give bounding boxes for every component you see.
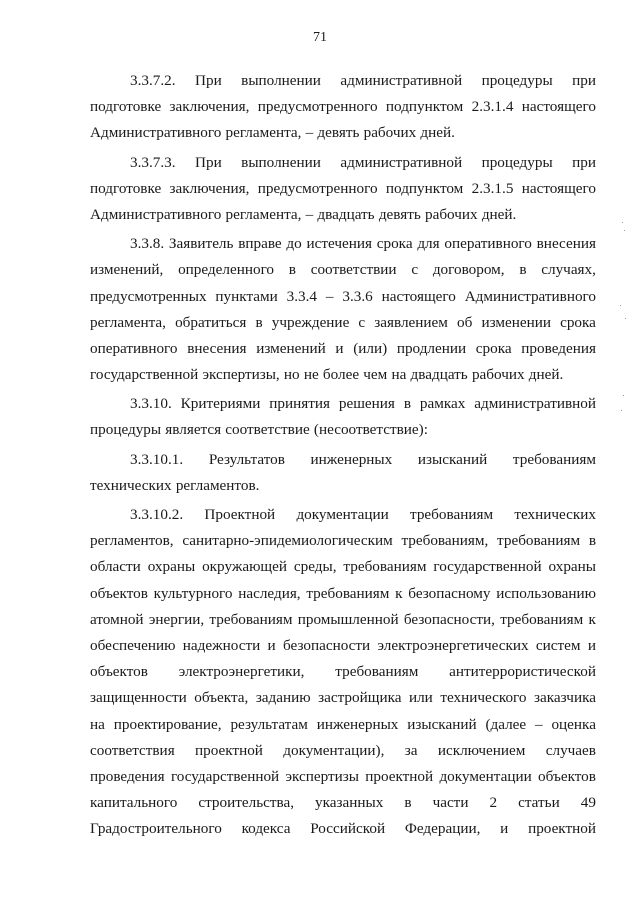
- word: окружающей: [202, 558, 287, 576]
- word: процедуры: [481, 153, 553, 171]
- word: предусмотренного: [257, 179, 378, 197]
- text-line: [90, 528, 596, 554]
- word: рабочих: [425, 205, 478, 223]
- word: охраны: [548, 558, 596, 576]
- word: объектов: [90, 663, 148, 681]
- word: инженерных: [310, 450, 393, 468]
- word: случаев: [545, 741, 596, 759]
- word: государственной: [170, 767, 280, 785]
- word: –: [325, 287, 334, 305]
- text-line: [90, 68, 596, 94]
- word: документации: [296, 506, 389, 523]
- word: заданию: [255, 689, 311, 707]
- word: документации),: [283, 741, 385, 759]
- word: культурного: [153, 584, 233, 602]
- word: –: [305, 205, 314, 223]
- word: на: [90, 715, 105, 733]
- word: внесения: [187, 339, 247, 357]
- word: является: [165, 421, 222, 439]
- word: рамках: [419, 395, 466, 413]
- text-line: [90, 447, 596, 473]
- word: Административного: [90, 205, 222, 223]
- word: Заявитель: [168, 235, 234, 253]
- text-line: [90, 738, 596, 764]
- word: в: [255, 313, 263, 331]
- word: в: [403, 395, 411, 413]
- word: подготовке: [90, 179, 162, 197]
- word: Административного: [90, 124, 222, 142]
- word: изысканий: [417, 450, 488, 468]
- word: 2: [489, 794, 498, 812]
- word: решения: [338, 395, 395, 413]
- text-line: [90, 336, 596, 362]
- text-line: [90, 659, 596, 685]
- word: срока: [560, 313, 596, 331]
- word: выполнении: [241, 72, 321, 89]
- word: подготовке: [90, 98, 162, 116]
- text-line: [90, 685, 596, 711]
- word: оперативного: [444, 235, 532, 253]
- word: требованиям: [335, 663, 419, 681]
- word: безопасности: [283, 636, 371, 654]
- word: дней.: [528, 366, 564, 384]
- word: 3.3.4: [286, 287, 318, 305]
- text-line: [90, 607, 596, 633]
- word: проведения: [521, 339, 596, 357]
- word: выполнении: [241, 153, 321, 171]
- word: истечения: [306, 235, 372, 253]
- word: проектной: [365, 767, 434, 785]
- word: принятия: [269, 395, 330, 413]
- word: инженерных: [316, 715, 399, 733]
- paragraph-p-3-3-7-2: [90, 68, 596, 147]
- word: для: [417, 235, 440, 253]
- word: или: [408, 689, 433, 707]
- word: в: [519, 261, 527, 279]
- document-body: [90, 68, 596, 842]
- word: Российской: [310, 820, 386, 838]
- paragraph-p-3-3-10-1: [90, 447, 596, 499]
- word: и: [500, 820, 509, 838]
- word: оценка: [551, 715, 596, 733]
- word: промышленной: [297, 610, 399, 628]
- word: процедуры: [481, 72, 553, 89]
- word: продлении: [396, 339, 467, 357]
- word: заключения,: [169, 98, 250, 116]
- word: надежности: [182, 636, 261, 654]
- word: охраны: [147, 558, 196, 576]
- word: При: [195, 153, 222, 171]
- word: случаях,: [541, 261, 596, 279]
- word: наследия,: [238, 584, 301, 602]
- word: изменении: [481, 313, 551, 331]
- word: заключения,: [169, 179, 250, 197]
- word: 3.3.7.2.: [130, 72, 176, 89]
- word: к: [588, 610, 596, 628]
- word: технического: [440, 689, 527, 707]
- word: с: [411, 261, 419, 279]
- word: области: [90, 558, 141, 576]
- word: заявлением: [374, 313, 448, 331]
- word: 3.3.10.: [130, 395, 172, 413]
- word: систем: [535, 636, 581, 654]
- text-line: [90, 362, 596, 388]
- word: и: [335, 339, 344, 357]
- word: государственной: [433, 558, 542, 576]
- word: административной: [340, 153, 463, 171]
- word: до: [286, 235, 302, 253]
- word: антитеррористической: [449, 663, 596, 681]
- word: в: [588, 532, 596, 550]
- word: застройщика: [318, 689, 402, 707]
- word: заказчика: [533, 689, 596, 707]
- word: учреждение: [271, 313, 350, 331]
- paragraph-p-3-3-10-2: [90, 502, 596, 842]
- word: и: [587, 636, 596, 654]
- word: (несоответствие):: [313, 421, 428, 439]
- word: требованиям: [497, 532, 581, 550]
- word: к: [395, 584, 403, 602]
- text-line: [90, 150, 596, 176]
- word: 2.3.1.4: [471, 98, 514, 116]
- word: (или): [353, 339, 388, 357]
- word: двадцать: [410, 366, 468, 384]
- word: но: [283, 366, 300, 384]
- word: соответствие: [225, 421, 310, 439]
- word: исключением: [437, 741, 526, 759]
- word: 2.3.1.5: [471, 179, 514, 197]
- word: требованиям,: [401, 532, 489, 550]
- word: 3.3.10.1.: [130, 450, 184, 468]
- word: требованиям: [209, 610, 293, 628]
- word: двадцать: [317, 205, 375, 223]
- word: капитального: [90, 794, 178, 812]
- word: внесения: [536, 235, 596, 253]
- word: оперативного: [90, 339, 178, 357]
- word: определенного: [178, 261, 275, 279]
- word: электроэнергетики,: [178, 663, 305, 681]
- word: санитарно-эпидемиологическим: [182, 532, 393, 550]
- word: договором,: [432, 261, 505, 279]
- text-line: [90, 790, 596, 816]
- word: девять: [378, 205, 421, 223]
- page-number: 71: [313, 30, 327, 45]
- word: 3.3.7.3.: [130, 153, 176, 171]
- word: соответствия: [90, 741, 175, 759]
- word: проектирование,: [113, 715, 222, 733]
- word: настоящего: [381, 287, 456, 305]
- word: статьи: [518, 794, 560, 812]
- text-line: [90, 94, 596, 120]
- word: регламентов,: [90, 532, 174, 550]
- word: экспертизы: [285, 767, 359, 785]
- word: обратиться: [175, 313, 247, 331]
- word: Критериями: [180, 395, 261, 413]
- word: 3.3.6: [342, 287, 373, 305]
- word: подпунктом: [385, 179, 464, 197]
- word: подпунктом: [385, 98, 464, 116]
- text-line: [90, 202, 596, 228]
- word: государственной: [90, 366, 199, 384]
- word: результатам: [230, 715, 308, 733]
- word: вправе: [238, 235, 282, 253]
- text-line: [90, 473, 596, 499]
- word: 49: [580, 794, 596, 812]
- word: регламента,: [225, 124, 302, 142]
- word: требованиям: [512, 450, 596, 468]
- text-line: [90, 712, 596, 738]
- word: среды,: [293, 558, 337, 576]
- word: требованиям: [343, 558, 427, 576]
- word: 3.3.10.2.: [130, 506, 184, 523]
- word: процедуры: [90, 421, 162, 439]
- word: Градостроительного: [90, 820, 222, 838]
- word: обеспечению: [90, 636, 176, 654]
- word: и: [267, 636, 276, 654]
- word: регламентов.: [175, 476, 260, 494]
- text-line: [90, 554, 596, 580]
- paragraph-p-3-3-7-3: [90, 150, 596, 229]
- word: настоящего: [521, 98, 596, 116]
- word: изысканий: [407, 715, 477, 733]
- text-line: [90, 417, 596, 443]
- word: электроэнергетических: [377, 636, 529, 654]
- word: за: [404, 741, 418, 759]
- word: Административного: [464, 287, 596, 305]
- word: технических: [90, 476, 172, 494]
- text-line: [90, 310, 596, 336]
- word: соответствии: [310, 261, 397, 279]
- word: атомной: [90, 610, 144, 628]
- word: в: [288, 261, 296, 279]
- word: об: [457, 313, 473, 331]
- word: при: [572, 153, 596, 171]
- word: регламента,: [225, 205, 302, 223]
- word: документации: [439, 767, 532, 785]
- word: более: [322, 366, 360, 384]
- word: рабочих: [471, 366, 525, 384]
- word: Результатов: [208, 450, 285, 468]
- word: проектной: [195, 741, 263, 759]
- text-line: [90, 176, 596, 202]
- word: Проектной: [204, 506, 276, 523]
- word: объекта,: [194, 689, 249, 707]
- word: пунктами: [215, 287, 278, 305]
- word: объектов: [90, 584, 148, 602]
- word: объектов: [538, 767, 596, 785]
- word: чем: [363, 366, 388, 384]
- word: экспертизы,: [202, 366, 280, 384]
- word: При: [195, 72, 222, 89]
- word: –: [305, 124, 314, 142]
- word: защищенности: [90, 689, 187, 707]
- word: указанных: [315, 794, 384, 812]
- word: административной: [340, 72, 463, 89]
- word: 3.3.8.: [130, 235, 165, 253]
- word: изменений: [256, 339, 326, 357]
- word: изменений,: [90, 261, 164, 279]
- word: предусмотренных: [90, 287, 207, 305]
- word: проведения: [90, 767, 165, 785]
- word: проектной: [528, 820, 596, 838]
- text-line: [90, 581, 596, 607]
- word: строительства,: [198, 794, 295, 812]
- word: срока: [475, 339, 512, 357]
- text-line: [90, 284, 596, 310]
- word: дней.: [481, 205, 517, 223]
- word: административной: [474, 395, 596, 413]
- text-line: [90, 391, 596, 417]
- word: девять: [317, 124, 360, 142]
- word: требованиям: [306, 584, 390, 602]
- word: срока: [376, 235, 413, 253]
- word: технических: [514, 506, 596, 523]
- word: Федерации,: [404, 820, 481, 838]
- word: предусмотренного: [257, 98, 378, 116]
- text-line: [90, 231, 596, 257]
- word: при: [572, 72, 596, 89]
- text-line: [90, 816, 596, 842]
- word: на: [391, 366, 407, 384]
- word: регламента,: [90, 313, 166, 331]
- word: кодекса: [241, 820, 291, 838]
- word: энергии,: [148, 610, 205, 628]
- word: требованиям: [500, 610, 584, 628]
- word: с: [358, 313, 366, 331]
- text-line: [90, 257, 596, 283]
- word: дней.: [420, 124, 455, 142]
- word: –: [535, 715, 543, 733]
- word: (далее: [485, 715, 527, 733]
- text-line: [90, 120, 596, 146]
- word: использованию: [496, 584, 596, 602]
- word: рабочих: [363, 124, 417, 142]
- word: требованиям: [410, 506, 494, 523]
- word: части: [432, 794, 469, 812]
- word: в: [404, 794, 412, 812]
- paragraph-p-3-3-10: [90, 391, 596, 443]
- word: не: [303, 366, 319, 384]
- word: безопасности,: [403, 610, 495, 628]
- text-line: [90, 633, 596, 659]
- paragraph-p-3-3-8: [90, 231, 596, 388]
- text-line: [90, 764, 596, 790]
- text-line: [90, 502, 596, 528]
- word: безопасному: [408, 584, 491, 602]
- word: настоящего: [521, 179, 596, 197]
